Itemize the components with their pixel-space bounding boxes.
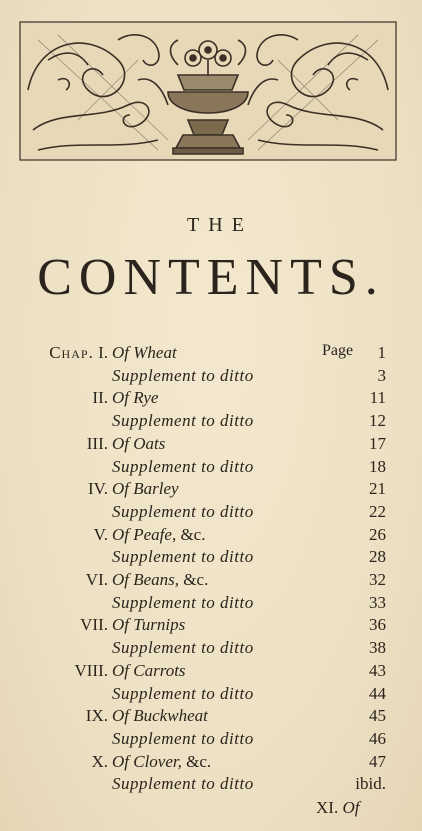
chapter-numeral: I. [98, 343, 108, 362]
chapter-numeral: X. [91, 751, 108, 771]
chapter-title-text: Of Barley [112, 479, 179, 499]
chapter-title-text: Of Buckwheat [112, 706, 208, 726]
chapter-numeral: IV. [88, 479, 108, 499]
decorative-headpiece-icon [18, 20, 398, 162]
chapter-title [112, 342, 177, 364]
chapter-title-text: Of Peafe, [112, 524, 177, 544]
toc-supplement-row [0, 365, 422, 387]
heading-the: THE [187, 214, 253, 236]
supplement-title: Supplement to ditto [112, 592, 254, 612]
chapter-page-number: 45 [369, 706, 386, 726]
chapter-title-etc: &c. [180, 524, 206, 544]
toc-chapter-row [0, 569, 422, 591]
chapter-title [112, 433, 165, 455]
supplement-page-number: 44 [369, 683, 386, 703]
toc-supplement-row [0, 773, 422, 795]
toc-supplement-row [0, 546, 422, 568]
chapter-title [112, 478, 179, 500]
toc-chapter-row [0, 614, 422, 636]
chapter-title [112, 524, 205, 546]
chapter-number [8, 569, 108, 591]
chapter-number [8, 524, 108, 546]
chapter-numeral: VIII. [74, 660, 108, 680]
supplement-title: Supplement to ditto [112, 728, 254, 748]
chapter-page-number: 32 [369, 570, 386, 589]
chapter-page-number: 26 [369, 524, 386, 544]
supplement-page-number: 12 [369, 411, 386, 431]
supplement-title: Supplement to ditto [112, 365, 254, 385]
chapter-title [112, 705, 208, 727]
toc-supplement-row [0, 410, 422, 432]
supplement-title: Supplement to ditto [112, 638, 254, 658]
chapter-title-text: Of Carrots [112, 660, 186, 680]
supplement-page-number: ibid. [355, 774, 386, 794]
chapter-page-number: 21 [369, 479, 386, 499]
supplement-title: Supplement to ditto [112, 501, 254, 521]
toc-chapter-row [0, 478, 422, 500]
chapter-numeral: II. [92, 388, 108, 408]
chapter-number [8, 751, 108, 773]
supplement-title: Supplement to ditto [112, 547, 254, 567]
chapter-number [8, 478, 108, 500]
chapter-title [112, 614, 185, 636]
chapter-title-etc: &c. [186, 751, 212, 771]
supplement-page-number: 38 [369, 638, 386, 658]
toc-chapter-row [0, 751, 422, 773]
page-column-label: Page [322, 342, 354, 359]
supplement-page-number: 28 [369, 547, 386, 567]
chapter-number [8, 705, 108, 727]
catchword-word: Of [342, 798, 360, 817]
chapter-word: Chap. [49, 343, 94, 362]
chapter-page-number: 11 [369, 388, 386, 408]
chapter-title-text: Of Rye [112, 388, 159, 408]
chapter-page-number: 47 [369, 751, 386, 771]
chapter-title [112, 387, 158, 409]
toc-supplement-row [0, 456, 422, 478]
toc-supplement-row [0, 637, 422, 659]
toc-chapter-row [0, 705, 422, 727]
supplement-title: Supplement to ditto [112, 456, 254, 476]
chapter-numeral: IX. [85, 706, 108, 726]
chapter-title-text: Of Turnips [112, 615, 186, 635]
chapter-title [112, 751, 211, 773]
chapter-title-text: Of Clover, [112, 751, 182, 771]
supplement-page-number: 22 [369, 501, 386, 521]
chapter-page-number: 43 [369, 660, 386, 680]
chapter-number [8, 433, 108, 455]
heading-contents: CONTENTS. [37, 249, 385, 306]
chapter-number [8, 660, 108, 682]
chapter-page-number: 36 [369, 615, 386, 635]
supplement-title: Supplement to ditto [112, 774, 254, 794]
catchword-numeral: XI. [316, 798, 339, 817]
chapter-title [112, 660, 186, 682]
supplement-page-number: 18 [369, 456, 386, 476]
toc-supplement-row [0, 728, 422, 750]
chapter-numeral: VII. [80, 615, 108, 635]
toc-chapter-row [0, 387, 422, 409]
chapter-page-number: 17 [369, 433, 386, 453]
toc-chapter-row [0, 660, 422, 682]
toc-supplement-row [0, 683, 422, 705]
toc-chapter-row [0, 433, 422, 455]
chapter-title-text: Of Wheat [112, 343, 177, 362]
toc-supplement-row [0, 501, 422, 523]
chapter-numeral: VI. [85, 570, 108, 589]
chapter-numeral: III. [86, 433, 108, 453]
catchword [316, 798, 359, 818]
toc-supplement-row [0, 592, 422, 614]
chapter-number [8, 614, 108, 636]
chapter-title-text: Of Oats [112, 433, 166, 453]
toc-chapter-row [0, 524, 422, 546]
supplement-title: Supplement to ditto [112, 683, 254, 703]
supplement-title: Supplement to ditto [112, 411, 254, 431]
supplement-page-number: 3 [377, 365, 386, 385]
chapter-title-text: Of Beans, [112, 570, 180, 589]
chapter-number [8, 342, 108, 364]
chapter-page-number: 1 [377, 343, 386, 362]
supplement-page-number: 46 [369, 728, 386, 748]
chapter-title-etc: &c. [183, 570, 209, 589]
chapter-number [8, 387, 108, 409]
supplement-page-number: 33 [369, 592, 386, 612]
chapter-title [112, 569, 208, 591]
toc-chapter-row [0, 342, 422, 364]
chapter-numeral: V. [93, 524, 108, 544]
